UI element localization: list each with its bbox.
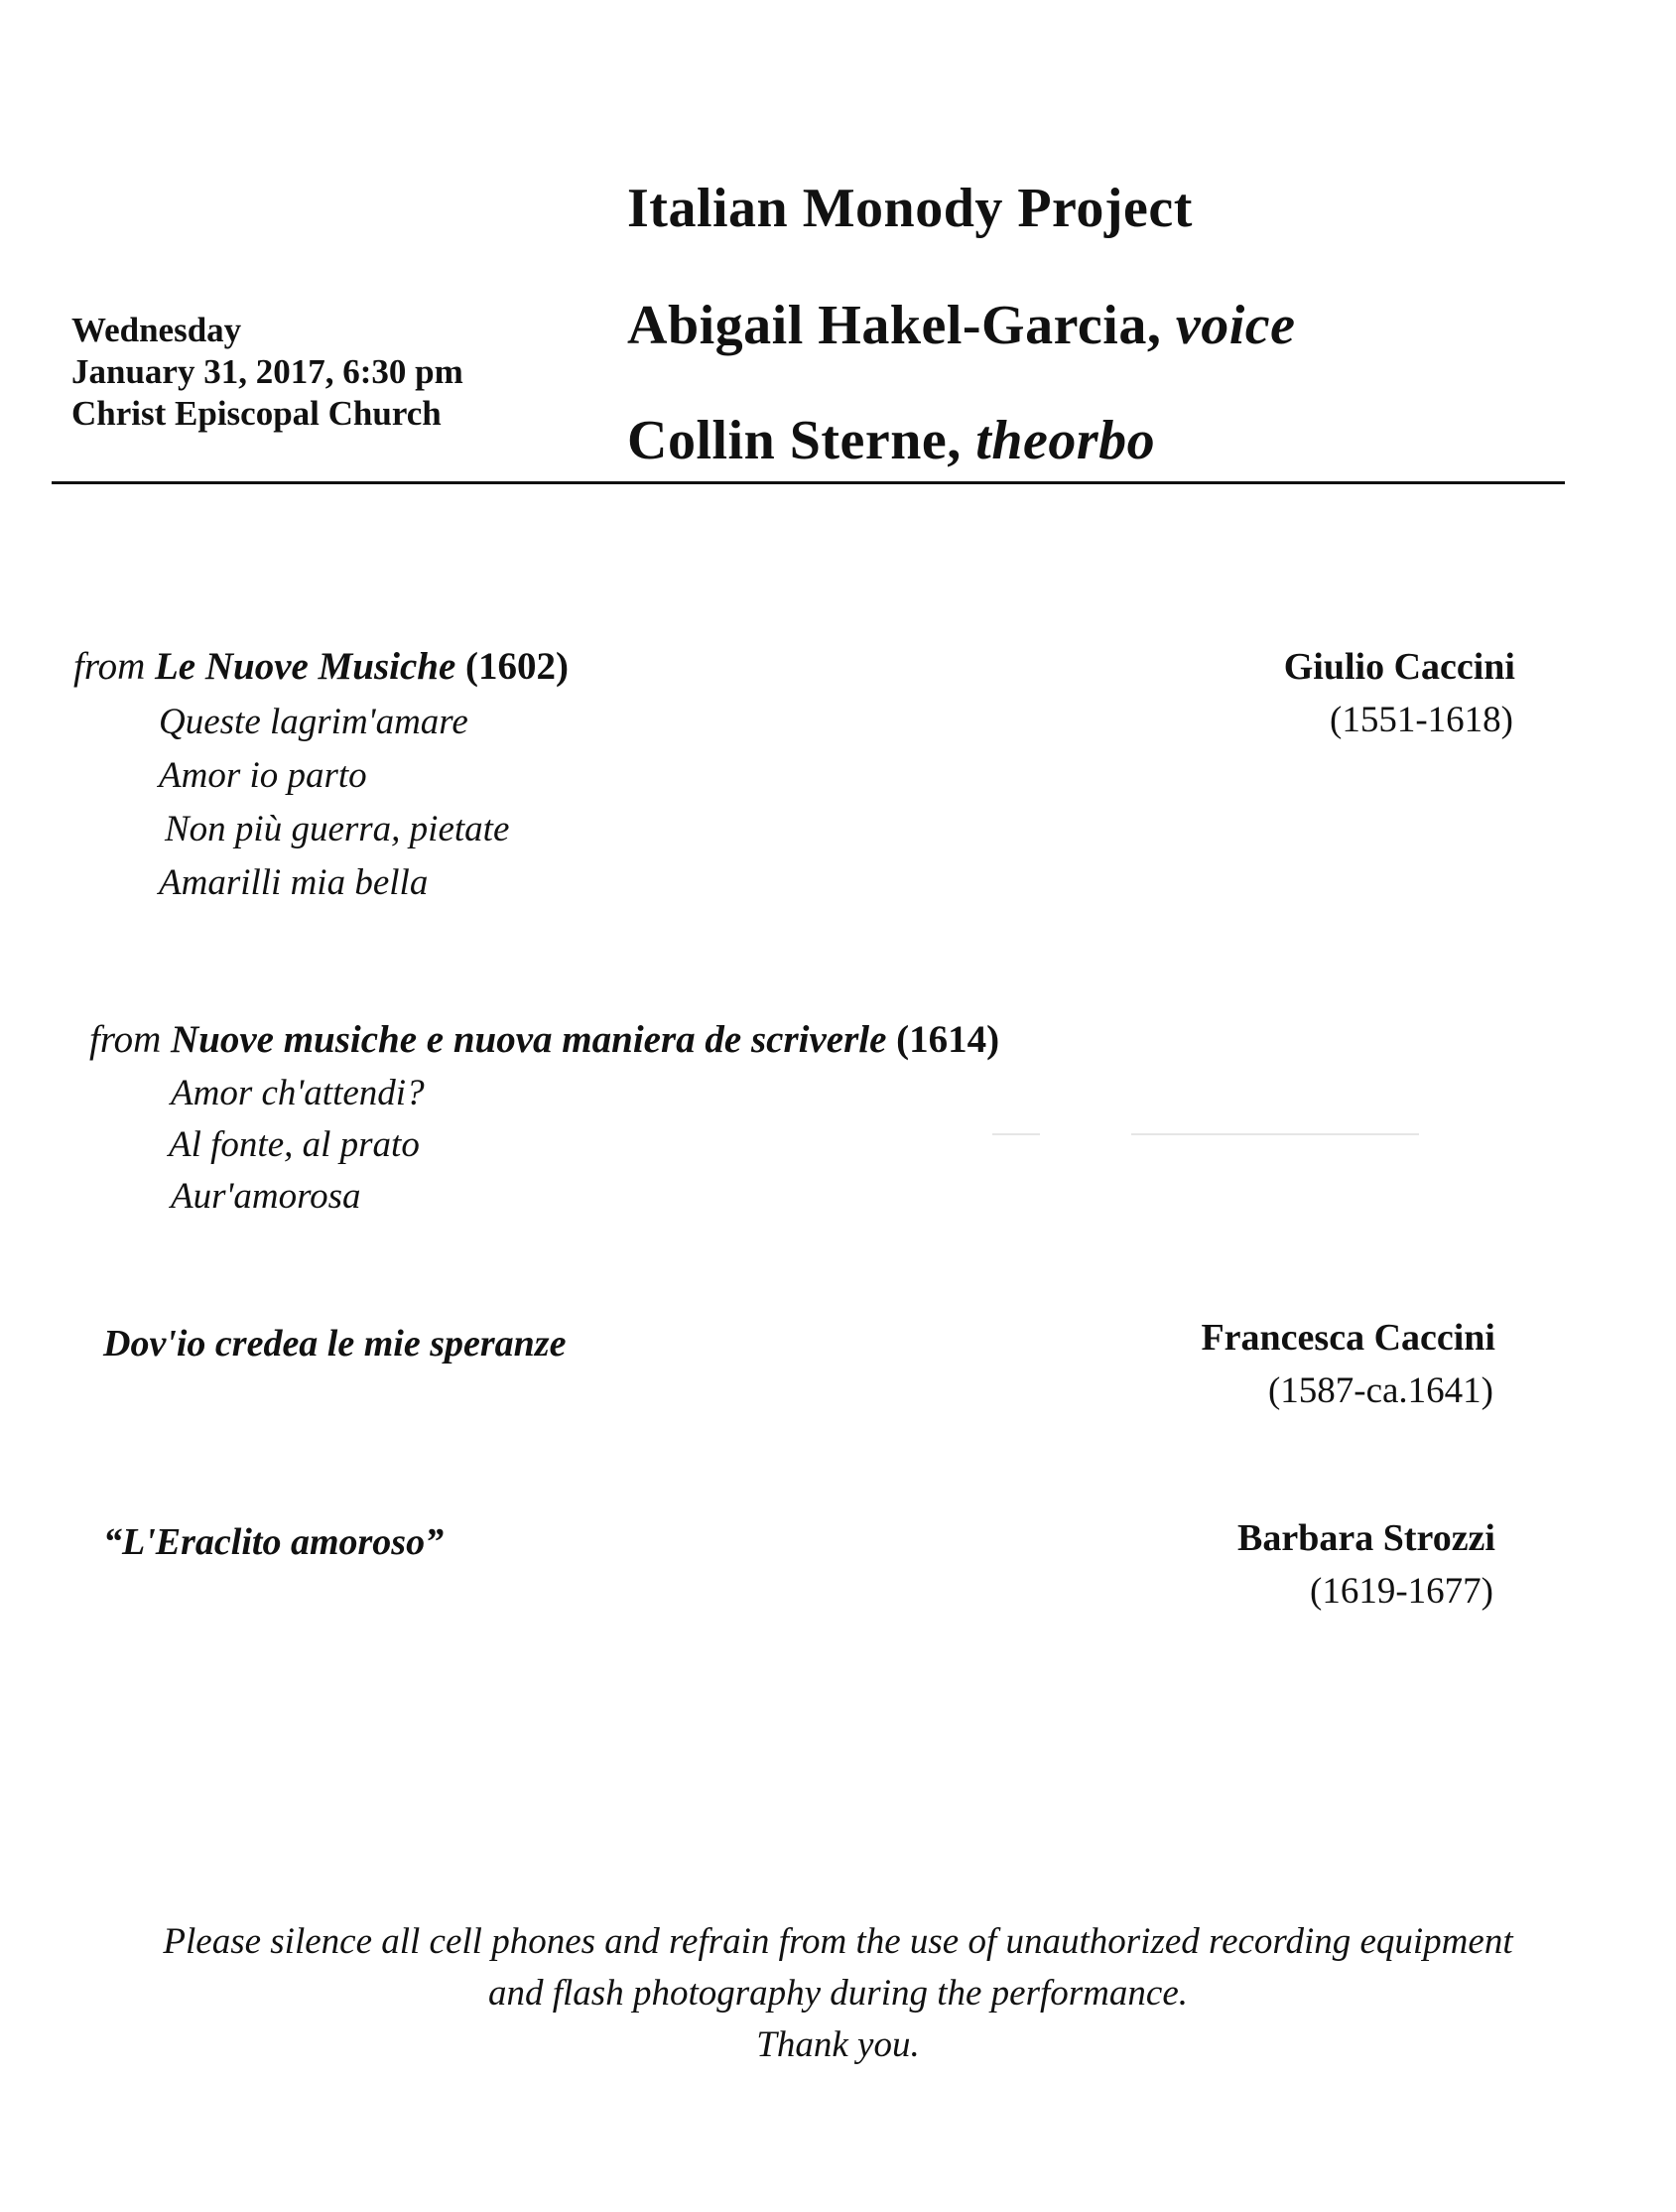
performer-1 <box>627 294 1295 357</box>
set-2-song: Amor ch'attendi? <box>171 1073 425 1113</box>
set-1-from: from <box>73 645 146 688</box>
footer-thank-you: Thank you. <box>756 2024 920 2065</box>
piece-4-title: “L'Eraclito amoroso” <box>103 1521 445 1563</box>
footer-notice-line-1: Please silence all cell phones and refrain from the use of unauthorized recording equipment <box>163 1921 1513 1962</box>
set-2-title <box>89 1016 999 1064</box>
set-1-song: Non più guerra, pietate <box>165 809 510 849</box>
set-2-year: (1614) <box>896 1018 1000 1061</box>
set-1-composer-dates: (1551-1618) <box>1330 700 1513 740</box>
set-2-song: Al fonte, al prato <box>169 1124 420 1165</box>
piece-4-composer-dates: (1619-1677) <box>1310 1571 1493 1612</box>
piece-3-title: Dov'io credea le mie speranze <box>103 1323 567 1365</box>
piece-3-composer: Francesca Caccini <box>1201 1317 1495 1359</box>
set-2-from: from <box>89 1018 162 1061</box>
set-1-song: Amor io parto <box>159 755 367 796</box>
set-2-work: Nuove musiche e nuova maniera de scriverle <box>170 1018 887 1061</box>
concert-date-time: January 31, 2017, 6:30 pm <box>71 352 463 391</box>
set-1-composer: Giulio Caccini <box>1283 646 1515 688</box>
concert-venue: Christ Episcopal Church <box>71 394 442 433</box>
set-1-song: Amarilli mia bella <box>159 862 429 903</box>
performer-2-name: Collin Sterne, <box>627 410 962 471</box>
scan-mark <box>992 1133 1040 1135</box>
performer-2-role: theorbo <box>975 410 1156 471</box>
performer-1-role: voice <box>1175 295 1296 356</box>
piece-4-composer: Barbara Strozzi <box>1237 1517 1495 1559</box>
set-1-song: Queste lagrim'amare <box>159 702 468 742</box>
set-2-song: Aur'amorosa <box>171 1176 361 1217</box>
footer-notice-line-2: and flash photography during the performance. <box>487 1973 1188 2014</box>
concert-day: Wednesday <box>71 311 242 349</box>
piece-3-composer-dates: (1587-ca.1641) <box>1267 1370 1493 1411</box>
header-divider <box>52 481 1565 484</box>
scan-mark <box>1131 1133 1419 1135</box>
project-title: Italian Monody Project <box>627 178 1193 239</box>
performer-2 <box>627 409 1155 472</box>
performer-1-name: Abigail Hakel-Garcia, <box>627 295 1162 356</box>
set-1-work: Le Nuove Musiche <box>154 645 456 688</box>
set-1-title <box>73 643 569 691</box>
set-1-year: (1602) <box>465 645 570 688</box>
